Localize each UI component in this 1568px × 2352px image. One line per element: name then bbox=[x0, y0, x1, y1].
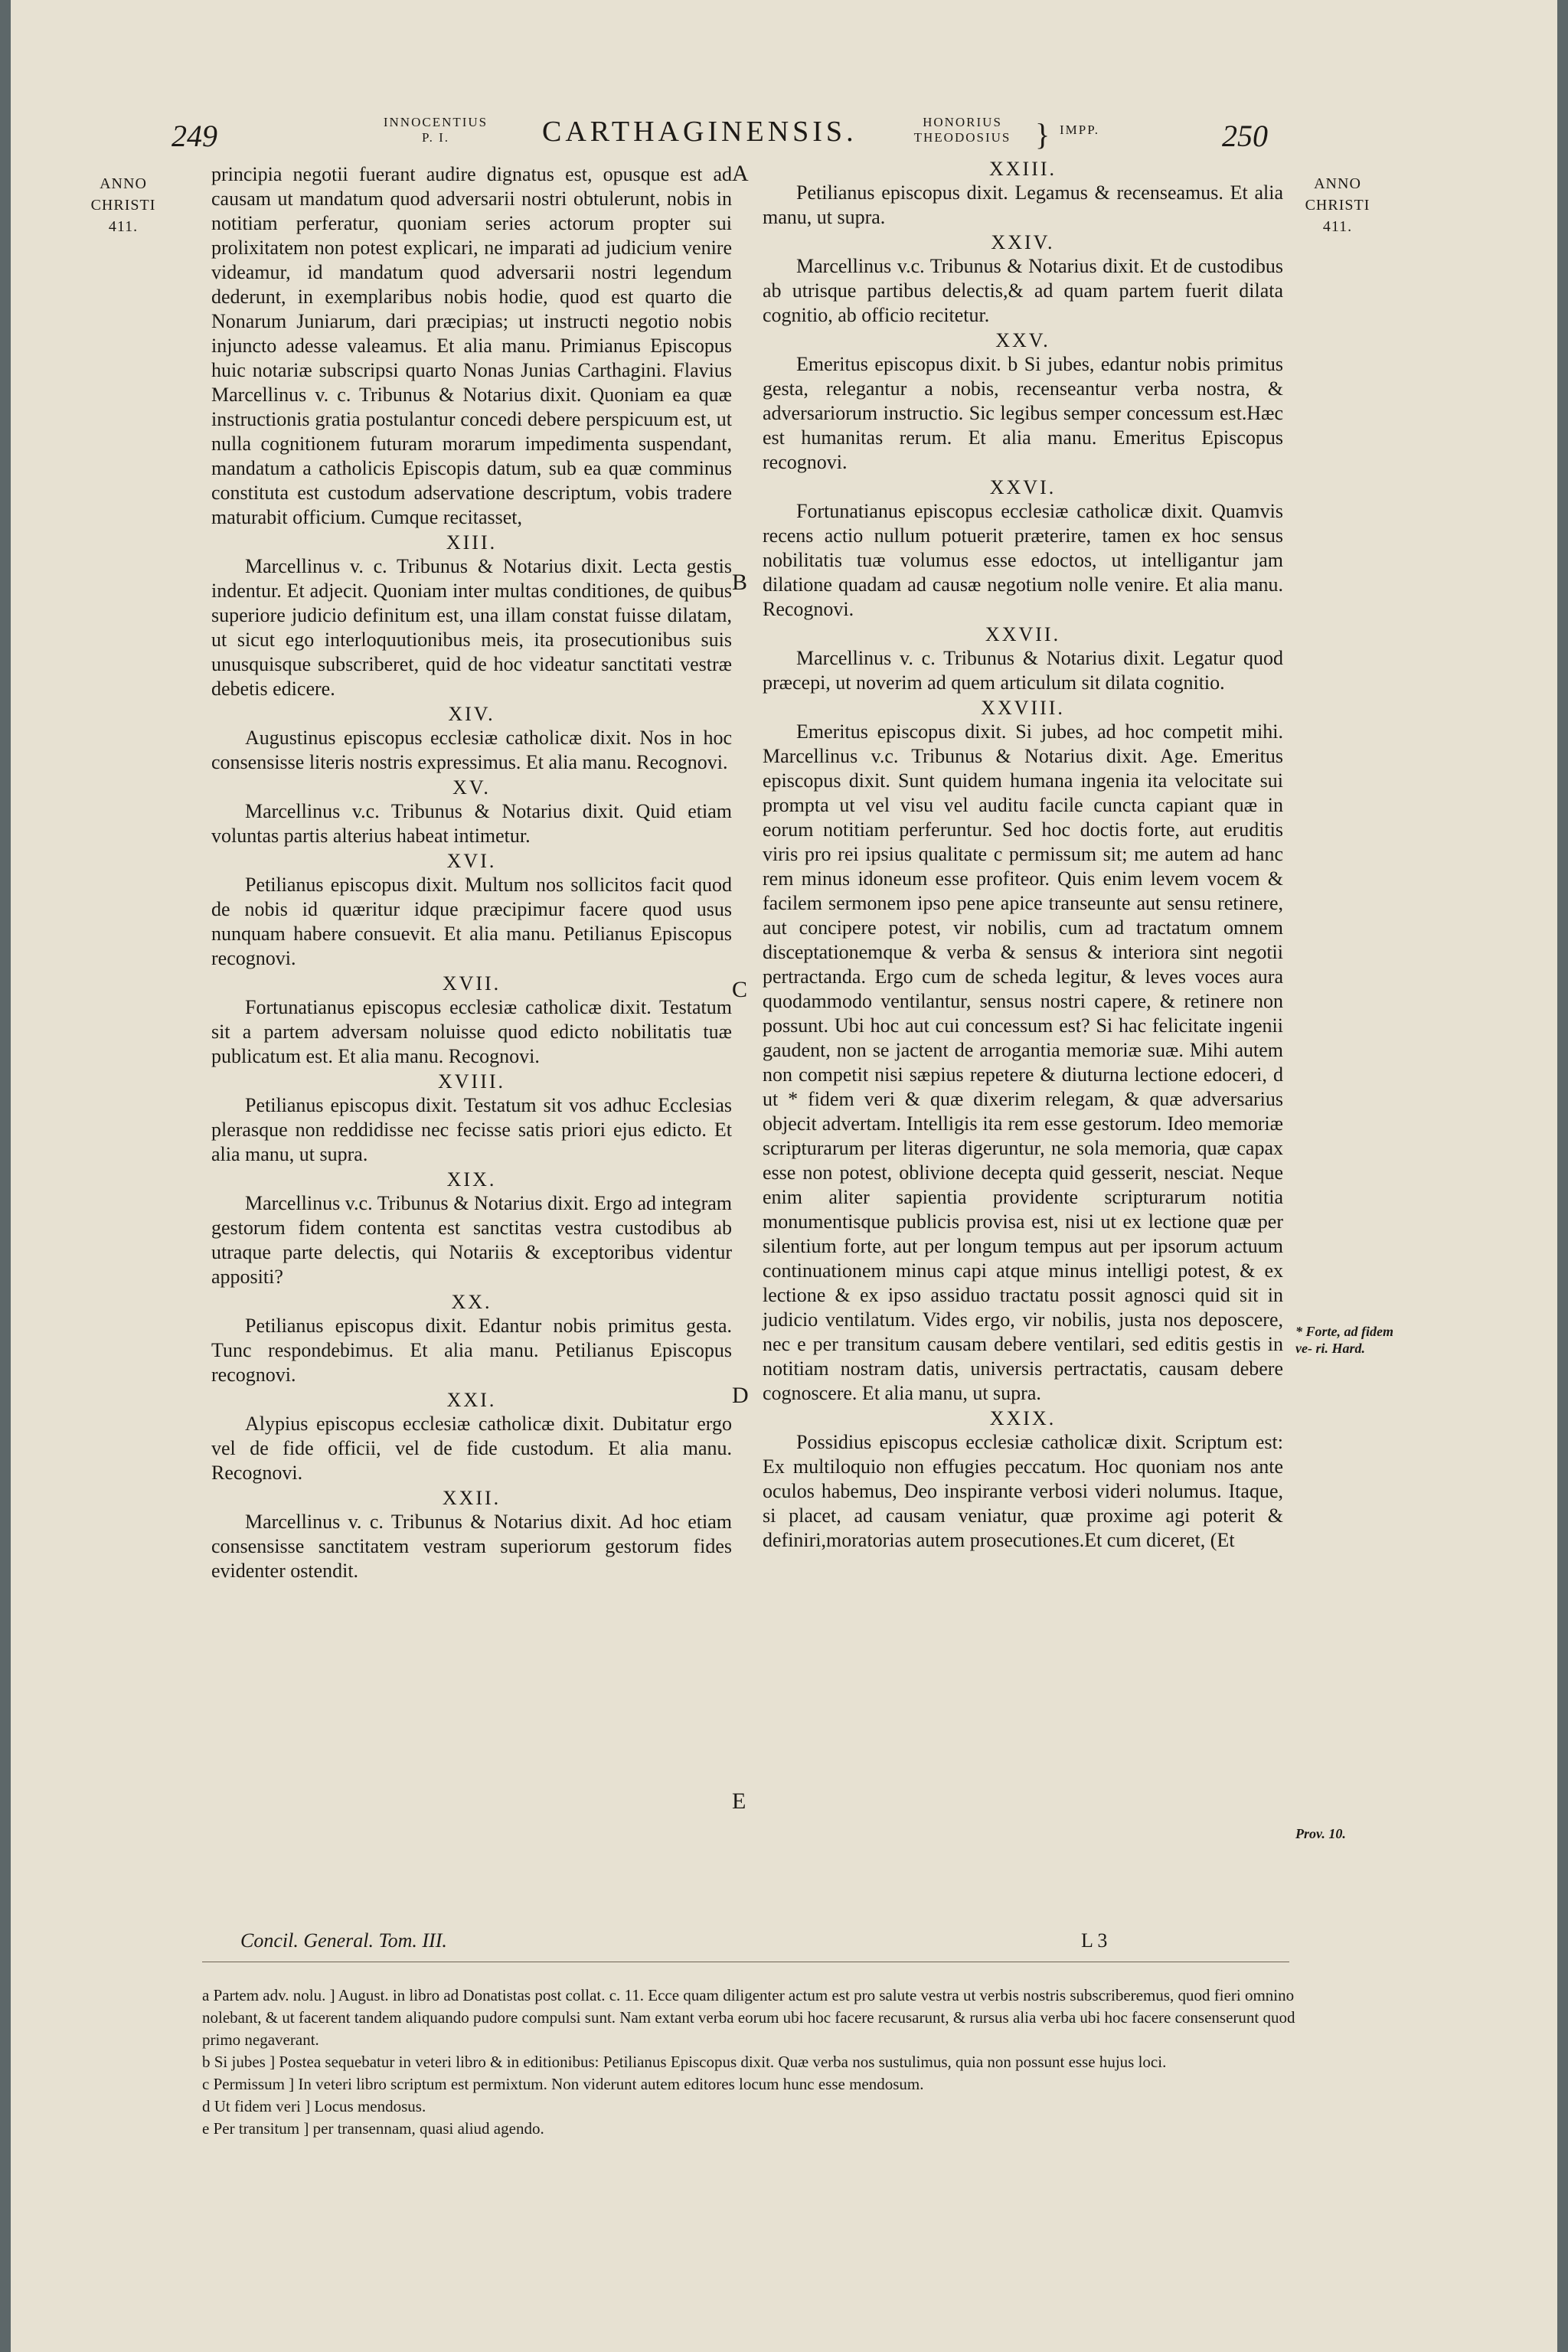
paragraph: Marcellinus v.c. Tribunus & Notarius dixit. Quid etiam voluntas partis alterius habeat intimetur. bbox=[211, 800, 732, 847]
margin-note-forte: * Forte, ad fidem ve- ri. Hard. bbox=[1295, 1324, 1393, 1356]
section-number: XVIII. bbox=[437, 1070, 506, 1093]
footnotes bbox=[202, 1984, 1297, 2140]
paragraph: Emeritus episcopus dixit. b Si jubes, edantur nobis primitus gesta, relegantur a nobis, recenseantur verba nostra, & adversariorum instructio. Sic legibus semper concessum est.Hæc est humanitas rerum. Et alia manu. Emeritus Episcopus recognovi. bbox=[763, 353, 1283, 473]
section-number: XXV. bbox=[995, 329, 1050, 351]
paragraph: Fortunatianus episcopus ecclesiæ catholicæ dixit. Testatum sit a partem adversam noluisse quod edicto nobilitatis tuæ publicatum est. Et alia manu. Recognovi. bbox=[211, 996, 732, 1067]
header-honorius: HONORIUS THEODOSIUS bbox=[913, 115, 1011, 145]
year-sidenote-right: ANNO CHRISTI 411. bbox=[1305, 175, 1370, 235]
paragraph: Marcellinus v. c. Tribunus & Notarius dixit. Legatur quod præcepi, ut noverim ad quem articulum sit dilata cognitio. bbox=[763, 647, 1283, 694]
gathering-signature: L 3 bbox=[1081, 1929, 1108, 1952]
section-letter-a: A bbox=[732, 161, 749, 186]
paragraph: Marcellinus v. c. Tribunus & Notarius dixit. Ad hoc etiam consensisse sanctitatem vestram superiorum gestorum fides evidenter ostendit. bbox=[211, 1511, 732, 1582]
header-brace: } bbox=[1035, 117, 1050, 152]
section-number: XXVI. bbox=[989, 476, 1057, 498]
footnote-a: a Partem adv. nolu. ] August. in libro ad Donatistas post collat. c. 11. Ecce quam diligenter actum est pro salute vestra ut verbis nostris subscriberemus, quod fieri omnino nolebant, & ut facerent tandem aliquando pudore compulsi sunt. Nam extant verba eorum ubi hoc facere recusarunt, & rursus alia verba ubi hoc facere consenserunt quod primo negaverant. bbox=[202, 1986, 1295, 2049]
paragraph: Fortunatianus episcopus ecclesiæ catholicæ dixit. Quamvis recens actio nullum potuerit præterire, tamen ex hoc sensus nobilitatis tuæ volumus esse edoctos, ut intelligantur jam dilatione quadam ad causæ negotium nolle venire. Et alia manu. Recognovi. bbox=[763, 500, 1283, 620]
header-innocentius: INNOCENTIUS P. I. bbox=[383, 115, 488, 145]
section-number: XIV. bbox=[448, 703, 495, 725]
section-number: XIII. bbox=[446, 531, 498, 554]
section-number: XX. bbox=[451, 1291, 492, 1313]
paragraph: Petilianus episcopus dixit. Multum nos sollicitos facit quod de nobis id quæritur idque præcipimur facere quod usus nunquam habere consuevit. Et alia manu. Petilianus Episcopus recognovi. bbox=[211, 874, 732, 969]
right-text-column bbox=[763, 158, 1283, 1554]
footnote-d: d Ut fidem veri ] Locus mendosus. bbox=[202, 2097, 426, 2115]
section-number: XXII. bbox=[442, 1487, 501, 1509]
section-number: XV. bbox=[452, 776, 491, 799]
section-number: XVI. bbox=[446, 850, 497, 872]
section-number: XXVIII. bbox=[981, 697, 1065, 719]
paragraph: Marcellinus v. c. Tribunus & Notarius dixit. Lecta gestis indentur. Et adjecit. Quoniam inter multas conditiones, de quibus superiore judicio definitum est, una illam constat fuisse dilatam, ut sicut ego interloquutionibus meis, ita prosecutionibus suis unusquisque subscriberet, quid de hoc videatur sanctitati vestræ debetis edicere. bbox=[211, 555, 732, 700]
paragraph: Petilianus episcopus dixit. Testatum sit vos adhuc Ecclesias plerasque non reddidisse nec fecisse satis priori ejus edicto. Et alia manu, ut supra. bbox=[211, 1094, 732, 1165]
section-number: XXI. bbox=[446, 1389, 497, 1411]
section-letter-d: D bbox=[732, 1383, 749, 1408]
year-sidenote-left: ANNO CHRISTI 411. bbox=[90, 175, 156, 235]
header-title: CARTHAGINENSIS. bbox=[542, 116, 858, 148]
page-number-right: 250 bbox=[1222, 119, 1268, 153]
paragraph: Emeritus episcopus dixit. Si jubes, ad hoc competit mihi. Marcellinus v.c. Tribunus & Notarius dixit. Age. Emeritus episcopus dixit. Sunt quidem humana ingenia ita velocitate sui prompta ut vel visu vel auditu facile cuncta capiant quæ in eorum notitiam perferuntur. Sed hoc doctis forte, aut eruditis viris pro rei ipsius qualitate c permissum sit; me autem ad hanc rem minus idoneum esse profiteor. Quis enim levem vocem & facilem sermonem ipso pene apice transeunte aut sensu retinere, aut concipere potest, vir nobilis, cum ad tractatum omnem disceptationemque & verba & sensus & interiora sint negotii pertractanda. Ergo cum de scheda legitur, & leves voces aura quodammodo ventilantur, sensus nostri capere, & retinere non possunt. Ubi hoc aut cui concessum est? Si hac felicitate ingenii gaudent, non se jactent de arrogantia memoriæ suæ. Mihi autem non competit nisi sæpius repetere & diuturna lectione edoceri, d ut * fidem veri & quæ dixerim relegam, & quæ adversarius objecit advertam. Intelligis ita rem esse gestorum. Ideo memoriæ scripturarum per literas digeruntur, ne sola memoria, quæ capax esse non potest, oblivione decepta quid gesserit, nesciat. Neque enim aliter sapientia providente scripturarum notitia monumentisque publicis provisa est, nisi ut ex lectione quæ per silentium forte, aut per longum tempus aut per ipsorum actuum continuationem minus capi atque minus intelligi potest, & ex lectione & ex ipso assiduo tractatu possit agnosci quid sit in judicio ventilatum. Vides ergo, vir nobilis, justa nos deposcere, nec e per transitum causam debere ventilari, sed editis gestis in notitiam nostram datis, universis pertractatis, causam debere cognoscere. Et alia manu, ut supra. bbox=[763, 720, 1283, 1404]
section-letter-e: E bbox=[732, 1788, 746, 1814]
paragraph: Petilianus episcopus dixit. Edantur nobis primitus gesta. Tunc respondebimus. Et alia manu. Petilianus Episcopus recognovi. bbox=[211, 1315, 732, 1386]
section-letter-c: C bbox=[732, 977, 748, 1002]
paragraph: Marcellinus v.c. Tribunus & Notarius dixit. Et de custodibus ab utrisque partibus delectis,& ad quam partem fuerit dilata cognitio, ab officio recitetur. bbox=[763, 255, 1283, 326]
section-letter-b: B bbox=[732, 570, 748, 595]
paragraph: Alypius episcopus ecclesiæ catholicæ dixit. Dubitatur ergo vel de fide officii, vel de fide custodum. Et alia manu. Recognovi. bbox=[211, 1413, 732, 1484]
margin-note-prov: Prov. 10. bbox=[1295, 1826, 1346, 1841]
footnote-b: b Si jubes ] Postea sequebatur in veteri libro & in editionibus: Petilianus Episcopus dixit. Quæ verba nos sustulimus, quia non possunt esse hujus loci. bbox=[202, 2053, 1167, 2071]
paragraph: Marcellinus v.c. Tribunus & Notarius dixit. Ergo ad integram gestorum fidem contenta est sanctitas vestra custodibus ab utraque parte delectis, qui Notariis & exceptoribus videntur appositi? bbox=[211, 1192, 732, 1288]
paragraph: principia negotii fuerant audire dignatus est, opusque est ad causam ut mandatum quod adversarii nostri obtulerunt, nobis in notitiam perferatur, quoniam series actorum propter sui prolixitatem non potest explicari, ne imparati ad judicium venire videamur, id mandatum quod adversarii nostri legendum dederunt, in exemplaribus nobis hodie, quod est quarto die Nonarum Juniarum, dari præcipias; ut instructi negotio nobis injuncto adesse valeamus. Et alia manu. Primianus Episcopus huic notariæ subscripsi quarto Nonas Junias Carthagini. Flavius Marcellinus v. c. Tribunus & Notarius dixit. Quoniam ea quæ instructionis gratia postulantur concedi debere perspicuum est, ut nulla cognitionem futuram morarum impedimenta suspendant, mandatum a catholicis Episcopis datum, sub ea quæ comminus constituta est custodum adservatione descriptum, vobis tradere maturabit officium. Cumque recitasset, bbox=[211, 163, 732, 528]
left-text-column bbox=[211, 162, 732, 1585]
section-number: XXIII. bbox=[988, 158, 1057, 180]
section-number: XXVII. bbox=[985, 623, 1061, 645]
section-number: XXIV. bbox=[991, 231, 1055, 253]
footnote-e: e Per transitum ] per transennam, quasi aliud agendo. bbox=[202, 2119, 544, 2138]
paragraph: Augustinus episcopus ecclesiæ catholicæ dixit. Nos in hoc consensisse literis nostris expressimus. Et alia manu. Recognovi. bbox=[211, 727, 732, 773]
footnote-c: c Permissum ] In veteri libro scriptum est permixtum. Non viderunt autem editores locum hunc esse mendosum. bbox=[202, 2075, 924, 2093]
header-impp: IMPP. bbox=[1060, 122, 1100, 137]
page-number-left: 249 bbox=[172, 119, 217, 153]
section-number: XIX. bbox=[446, 1168, 497, 1191]
volume-signature: Concil. General. Tom. III. bbox=[240, 1929, 447, 1952]
paragraph: Possidius episcopus ecclesiæ catholicæ dixit. Scriptum est: Ex multiloquio non effugies peccatum. Hoc quoniam nos ante oculos habemus, Deo inspirante verbosi videri nolumus. Itaque, si placet, ad causam veniatur, quæ proxime agi poterit & definiri,moratorias autem prosecutiones.Et cum diceret, (Et bbox=[763, 1431, 1283, 1551]
book-page bbox=[11, 0, 1557, 2352]
section-number: XXIX. bbox=[989, 1407, 1057, 1429]
running-header bbox=[11, 115, 1557, 161]
paragraph: Petilianus episcopus dixit. Legamus & recenseamus. Et alia manu, ut supra. bbox=[763, 181, 1283, 228]
section-number: XVII. bbox=[442, 972, 501, 995]
